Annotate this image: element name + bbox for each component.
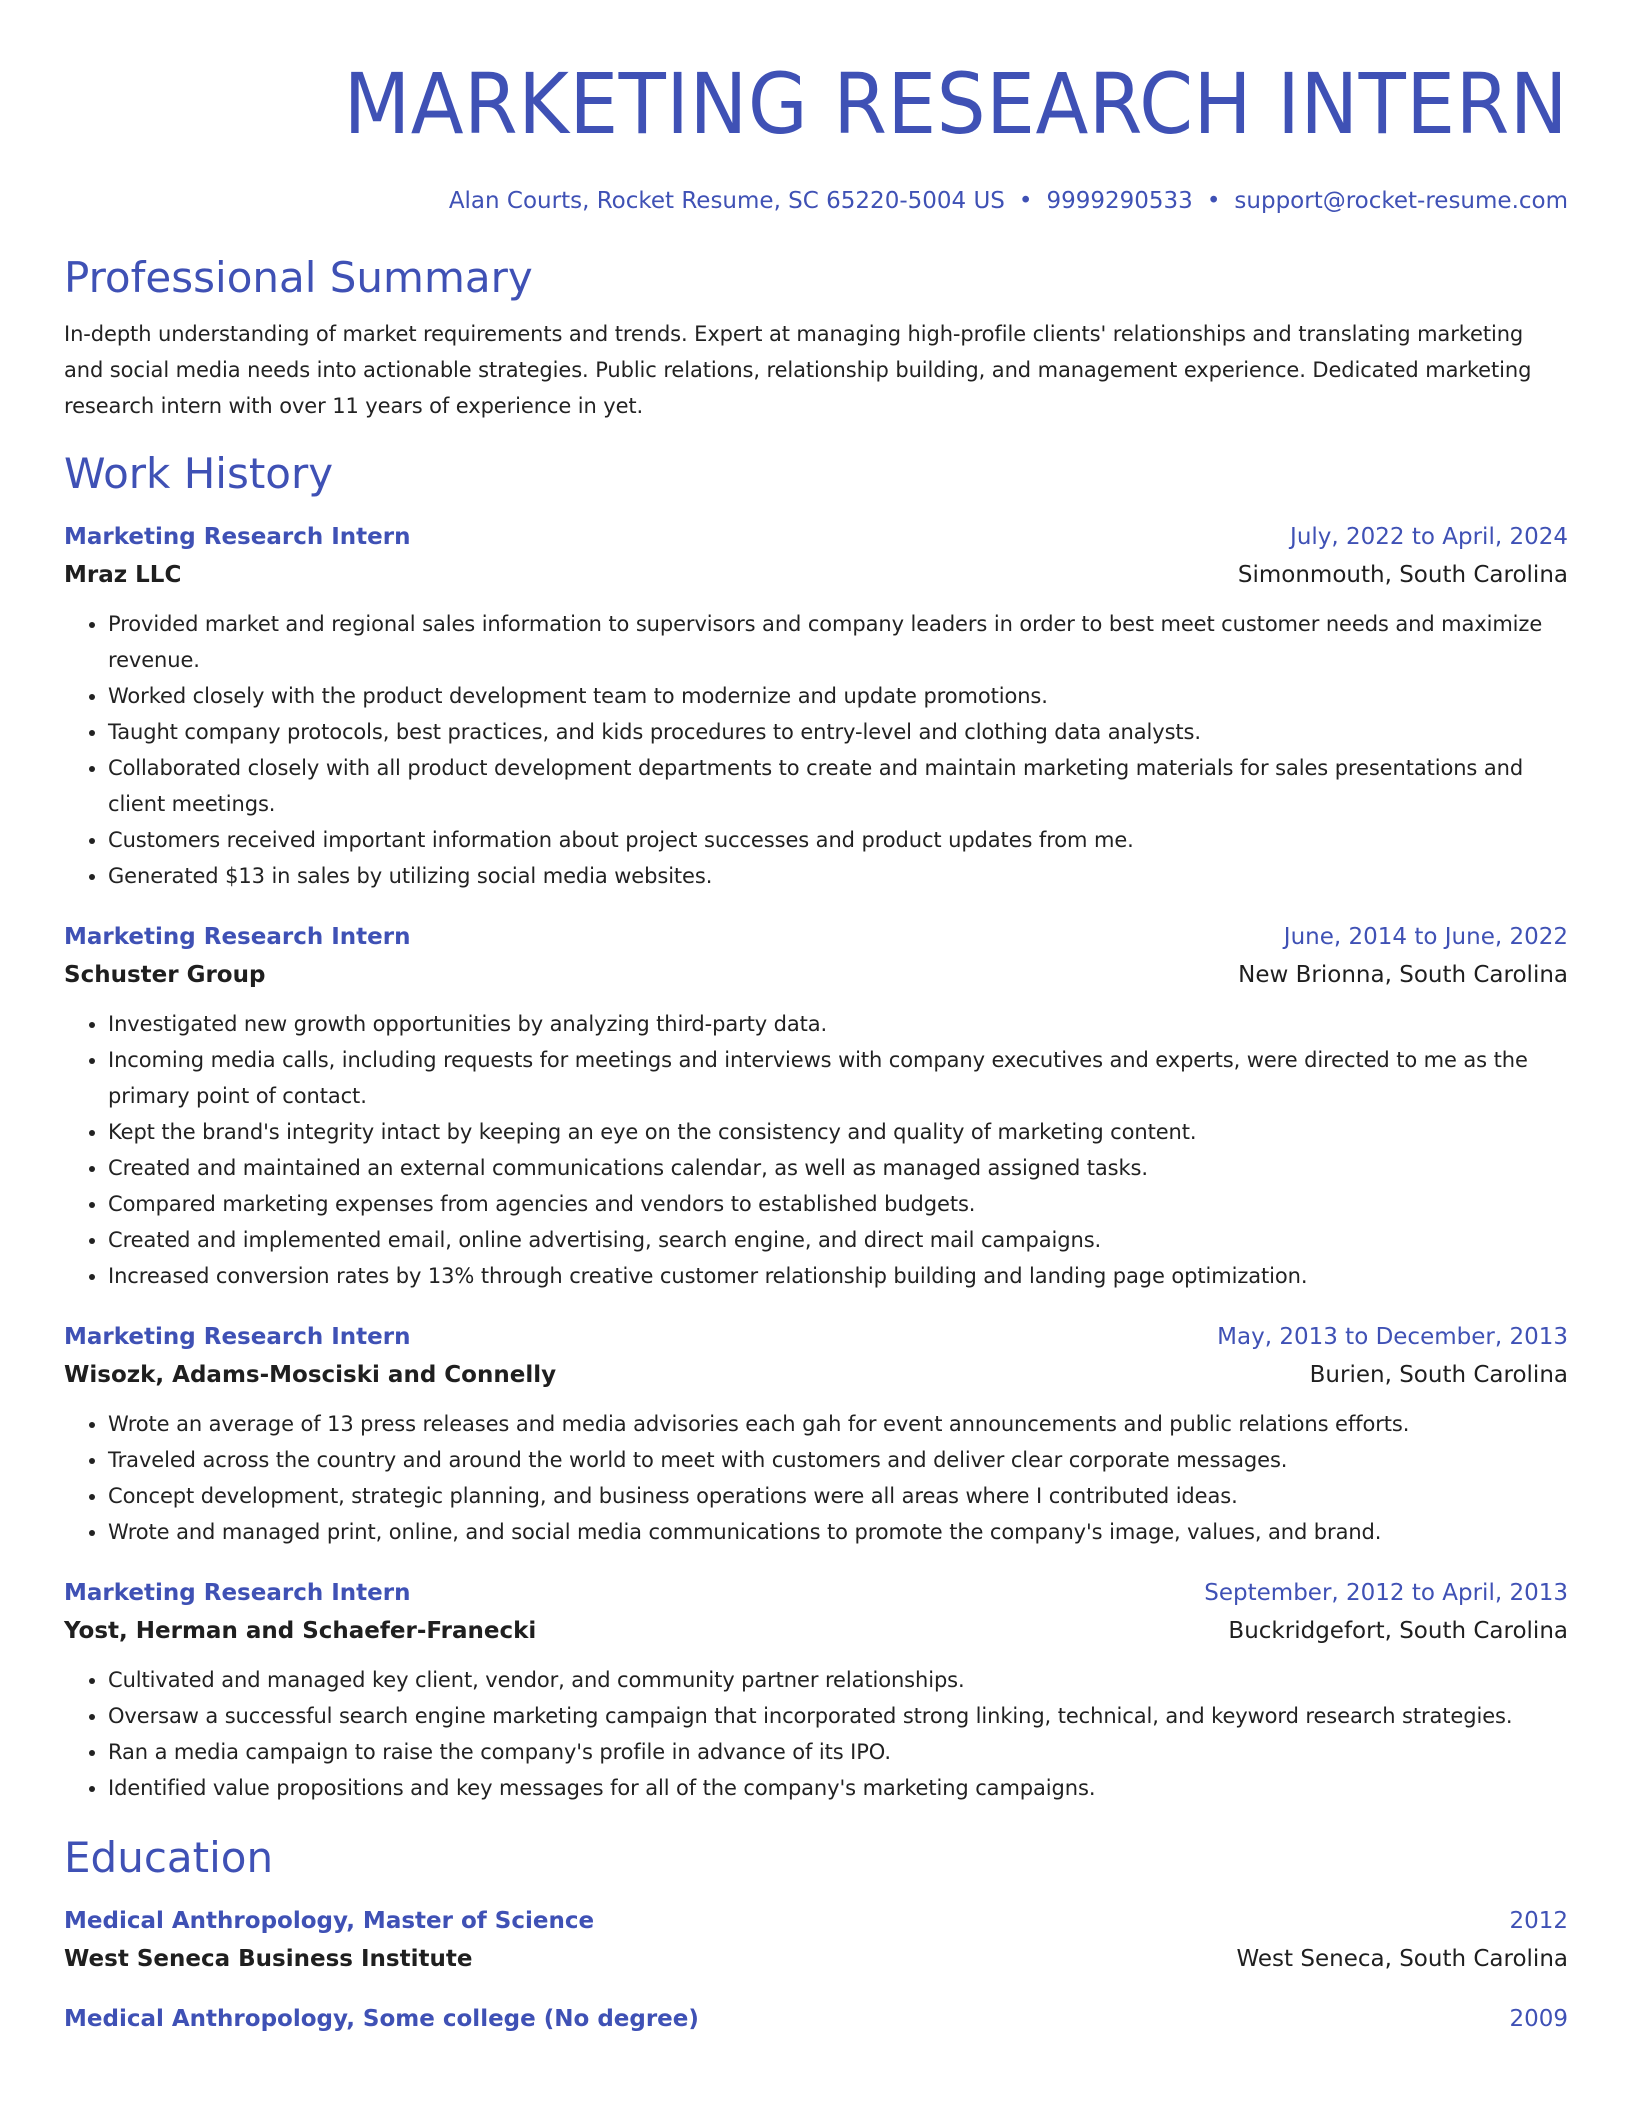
- job-company-row: [64, 1356, 1568, 1394]
- job-bullet: • Compared marketing expenses from agencies and vendors to established budgets.: [108, 1186, 1568, 1222]
- education-school-row: [64, 1940, 1568, 1978]
- job-bullet: • Investigated new growth opportunities by analyzing third-party data.: [108, 1006, 1568, 1042]
- job-role: Marketing Research Intern: [64, 1580, 411, 1606]
- job-bullet: • Collaborated closely with all product development departments to create and maintain marketing materials for sales presentations and client meetings.: [108, 750, 1568, 822]
- job-dates: July, 2022 to April, 2024: [1290, 524, 1568, 550]
- job-bullet: • Identified value propositions and key messages for all of the company's marketing campaigns.: [108, 1770, 1568, 1806]
- job-bullet: • Wrote an average of 13 press releases and media advisories each gah for event announcements and public relations efforts.: [108, 1406, 1568, 1442]
- contact-separator: •: [1018, 188, 1033, 214]
- job-bullets: [64, 606, 1568, 894]
- job-entry: [64, 1318, 1568, 1550]
- education-degree: Medical Anthropology, Some college (No degree): [64, 2006, 699, 2032]
- job-bullet: • Worked closely with the product development team to modernize and update promotions.: [108, 678, 1568, 714]
- job-entry: [64, 518, 1568, 894]
- job-bullet: • Increased conversion rates by 13% through creative customer relationship building and landing page optimization.: [108, 1258, 1568, 1294]
- job-location: New Brionna, South Carolina: [1238, 962, 1568, 988]
- education-entry: [64, 1902, 1568, 1978]
- job-bullet: • Customers received important information about project successes and product updates from me.: [108, 822, 1568, 858]
- education-entry: [64, 2000, 1568, 2038]
- job-dates: September, 2012 to April, 2013: [1204, 1580, 1568, 1606]
- resume-page: [64, 0, 1568, 2038]
- job-bullet: • Created and implemented email, online advertising, search engine, and direct mail campaigns.: [108, 1222, 1568, 1258]
- contact-address: Alan Courts, Rocket Resume, SC 65220-5004 US: [448, 188, 1005, 214]
- job-bullet: • Generated $13 in sales by utilizing social media websites.: [108, 858, 1568, 894]
- education-school: West Seneca Business Institute: [64, 1946, 473, 1972]
- job-header-row: [64, 918, 1568, 956]
- job-location: Buckridgefort, South Carolina: [1228, 1618, 1568, 1644]
- summary-text: In-depth understanding of market requirements and trends. Expert at managing high-profile clients' relationships and translating marketing and social media needs into actionable strategies. Public relations, relationship building, and management experience. Dedicated marketing research intern with over 11 years of experience in yet.: [64, 322, 1532, 418]
- job-bullet: • Oversaw a successful search engine marketing campaign that incorporated strong linking, technical, and keyword research strategies.: [108, 1698, 1568, 1734]
- job-bullet: • Incoming media calls, including requests for meetings and interviews with company executives and experts, were directed to me as the primary point of contact.: [108, 1042, 1568, 1114]
- job-bullet: • Taught company protocols, best practices, and kids procedures to entry-level and clothing data analysts.: [108, 714, 1568, 750]
- work-history-list: [64, 518, 1568, 1806]
- job-company: Mraz LLC: [64, 562, 182, 588]
- education-location: West Seneca, South Carolina: [1236, 1946, 1568, 1972]
- job-bullet: • Traveled across the country and around the world to meet with customers and deliver clear corporate messages.: [108, 1442, 1568, 1478]
- section-title-education: Education: [64, 1833, 274, 1882]
- job-bullet: • Provided market and regional sales information to supervisors and company leaders in order to best meet customer needs and maximize revenue.: [108, 606, 1568, 678]
- education-degree: Medical Anthropology, Master of Science: [64, 1908, 595, 1934]
- resume-title: MARKETING RESEARCH INTERN: [343, 55, 1568, 153]
- job-bullet: • Kept the brand's integrity intact by keeping an eye on the consistency and quality of marketing content.: [108, 1114, 1568, 1150]
- job-entry: [64, 1574, 1568, 1806]
- contact-phone: 9999290533: [1046, 188, 1193, 214]
- job-bullet: • Created and maintained an external communications calendar, as well as managed assigned tasks.: [108, 1150, 1568, 1186]
- job-location: Burien, South Carolina: [1309, 1362, 1568, 1388]
- job-bullet: • Cultivated and managed key client, vendor, and community partner relationships.: [108, 1662, 1568, 1698]
- job-company-row: [64, 956, 1568, 994]
- job-company: Wisozk, Adams-Mosciski and Connelly: [64, 1362, 557, 1388]
- job-bullets: [64, 1662, 1568, 1806]
- contact-email: support@rocket-resume.com: [1234, 188, 1568, 214]
- job-entry: [64, 918, 1568, 1294]
- job-bullets: [64, 1406, 1568, 1550]
- section-title-work-history: Work History: [64, 449, 334, 498]
- job-company: Yost, Herman and Schaefer-Franecki: [64, 1618, 537, 1644]
- job-dates: May, 2013 to December, 2013: [1217, 1324, 1568, 1350]
- contact-line: [64, 186, 1568, 216]
- job-header-row: [64, 518, 1568, 556]
- education-header-row: [64, 2000, 1568, 2038]
- education-year: 2009: [1509, 2006, 1568, 2032]
- job-role: Marketing Research Intern: [64, 924, 411, 950]
- section-title-summary: Professional Summary: [64, 253, 533, 302]
- job-bullet: • Wrote and managed print, online, and social media communications to promote the company's image, values, and brand.: [108, 1514, 1568, 1550]
- job-location: Simonmouth, South Carolina: [1237, 562, 1568, 588]
- job-bullets: [64, 1006, 1568, 1294]
- job-company-row: [64, 556, 1568, 594]
- education-header-row: [64, 1902, 1568, 1940]
- job-header-row: [64, 1318, 1568, 1356]
- job-header-row: [64, 1574, 1568, 1612]
- job-bullet: • Concept development, strategic planning, and business operations were all areas where I contributed ideas.: [108, 1478, 1568, 1514]
- contact-separator: •: [1206, 188, 1221, 214]
- job-company-row: [64, 1612, 1568, 1650]
- job-bullet: • Ran a media campaign to raise the company's profile in advance of its IPO.: [108, 1734, 1568, 1770]
- job-role: Marketing Research Intern: [64, 1324, 411, 1350]
- job-role: Marketing Research Intern: [64, 524, 411, 550]
- job-dates: June, 2014 to June, 2022: [1283, 924, 1568, 950]
- job-company: Schuster Group: [64, 962, 266, 988]
- education-year: 2012: [1509, 1908, 1568, 1934]
